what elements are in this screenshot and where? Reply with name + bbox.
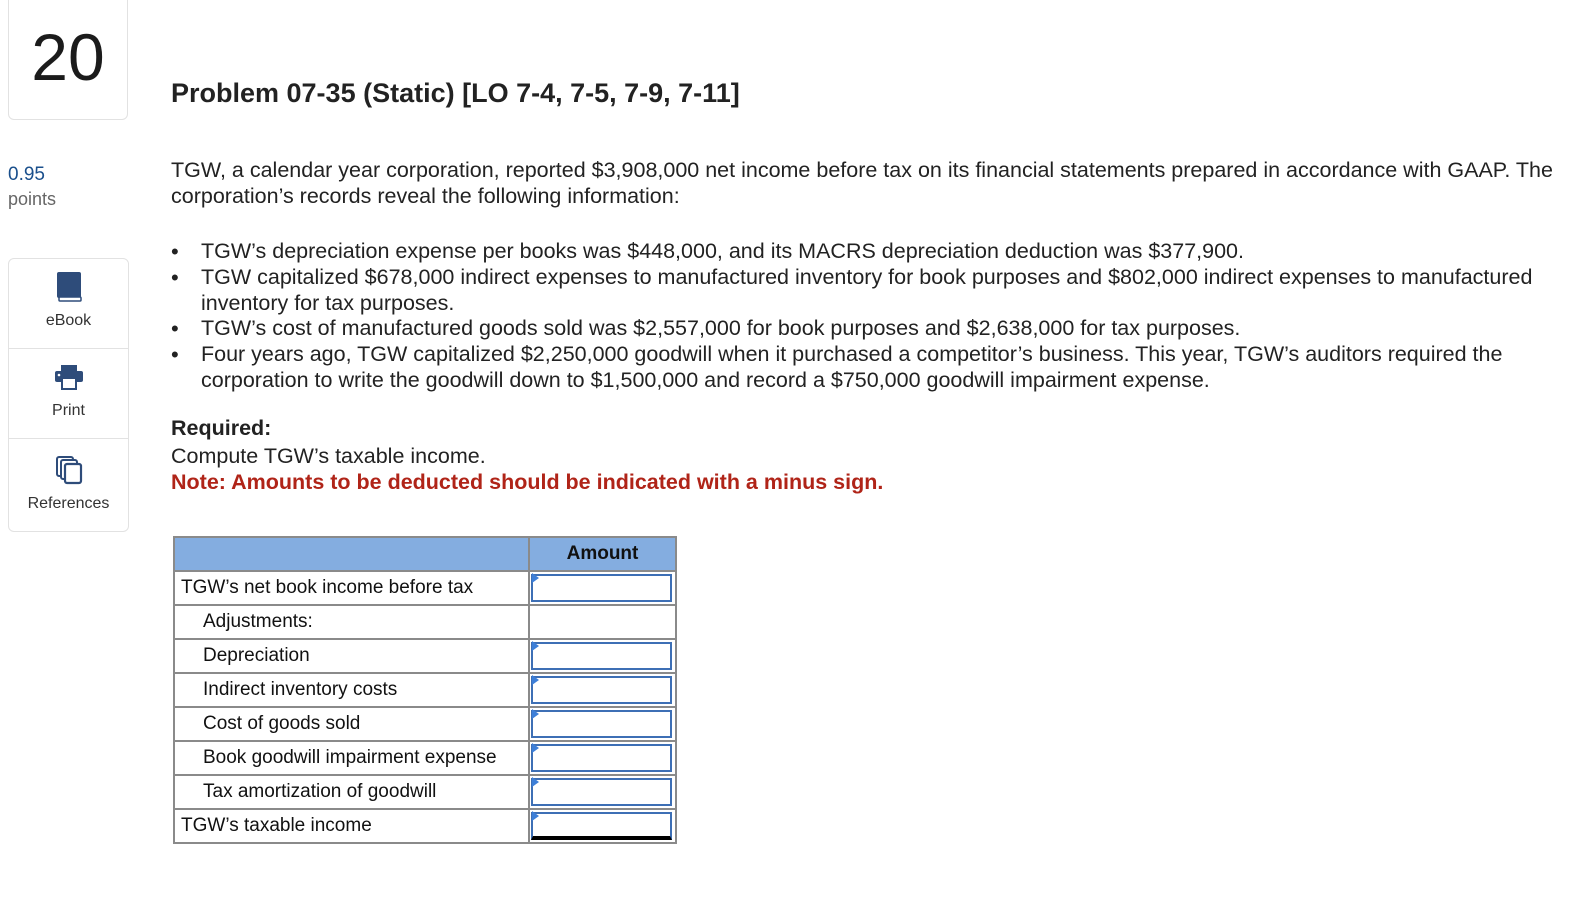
row-label: Adjustments: [174, 605, 529, 639]
ebook-button[interactable] [9, 259, 128, 349]
book-icon [55, 270, 83, 304]
amount-cell [529, 673, 676, 707]
input-marker-icon [532, 743, 539, 753]
row-label: Depreciation [174, 639, 529, 673]
facts-list [171, 239, 1561, 394]
row-label: Book goodwill impairment expense [174, 741, 529, 775]
fact-item-indirect-costs: • TGW capitalized $678,000 indirect expenses to manufactured inventory for book purposes and $802,000 indirect expenses to manufactured inventory for tax purposes. [171, 265, 1561, 317]
taxable-income-input[interactable] [531, 812, 672, 840]
amount-cell [529, 707, 676, 741]
table-header-row [174, 537, 676, 571]
table-row [174, 673, 676, 707]
table-row [174, 809, 676, 843]
row-label: Indirect inventory costs [174, 673, 529, 707]
amount-cell [529, 741, 676, 775]
net-book-income-input[interactable] [531, 574, 672, 602]
references-label: References [27, 495, 110, 512]
references-button[interactable] [9, 439, 128, 531]
table-row [174, 605, 676, 639]
goodwill-impairment-input[interactable] [531, 744, 672, 772]
table-row [174, 639, 676, 673]
table-row [174, 741, 676, 775]
points-block [8, 163, 56, 211]
ebook-label: eBook [45, 312, 92, 329]
problem-intro: TGW, a calendar year corporation, reported $3,908,000 net income before tax on its financial statements prepared in accordance with GAAP. The corporation’s records reveal the following information: [171, 158, 1553, 208]
required-heading: Required: [171, 416, 272, 440]
fact-item-cogs: • TGW’s cost of manufactured goods sold was $2,557,000 for book purposes and $2,638,000 for tax purposes. [171, 316, 1561, 342]
goodwill-amortization-input[interactable] [531, 778, 672, 806]
copy-icon [55, 453, 83, 487]
input-marker-icon [532, 573, 539, 583]
header-description [174, 537, 529, 571]
question-number: 20 [8, 0, 128, 120]
input-marker-icon [532, 675, 539, 685]
problem-title: Problem 07-35 (Static) [LO 7-4, 7-5, 7-9, 7-11] [171, 78, 740, 108]
amount-cell [529, 775, 676, 809]
row-label: Cost of goods sold [174, 707, 529, 741]
amount-cell [529, 639, 676, 673]
row-label: TGW’s net book income before tax [174, 571, 529, 605]
amount-cell [529, 571, 676, 605]
row-label: Tax amortization of goodwill [174, 775, 529, 809]
amount-cell-empty [529, 605, 676, 639]
print-button[interactable] [9, 349, 128, 439]
cost-of-goods-sold-input[interactable] [531, 710, 672, 738]
header-amount: Amount [529, 537, 676, 571]
table-row [174, 707, 676, 741]
input-marker-icon [532, 777, 539, 787]
answer-table [173, 536, 677, 844]
points-value: 0.95 [8, 164, 45, 185]
note-text: Note: Amounts to be deducted should be indicated with a minus sign. [171, 470, 884, 494]
printer-icon [54, 360, 84, 394]
print-label: Print [52, 402, 85, 419]
depreciation-input[interactable] [531, 642, 672, 670]
input-marker-icon [532, 811, 539, 821]
fact-item-depreciation: • TGW’s depreciation expense per books was $448,000, and its MACRS depreciation deduction was $377,900. [171, 239, 1561, 265]
amount-cell [529, 809, 676, 843]
row-label: TGW’s taxable income [174, 809, 529, 843]
input-marker-icon [532, 709, 539, 719]
fact-item-goodwill: • Four years ago, TGW capitalized $2,250,000 goodwill when it purchased a competitor’s business. This year, TGW’s auditors required the corporation to write the goodwill down to $1,500,000 and record a $750,000 goodwill impairment expense. [171, 342, 1561, 394]
tools-panel [8, 258, 129, 532]
required-text: Compute TGW’s taxable income. [171, 444, 486, 468]
points-label: points [8, 189, 57, 209]
table-row [174, 775, 676, 809]
indirect-inventory-costs-input[interactable] [531, 676, 672, 704]
input-marker-icon [532, 641, 539, 651]
table-row [174, 571, 676, 605]
